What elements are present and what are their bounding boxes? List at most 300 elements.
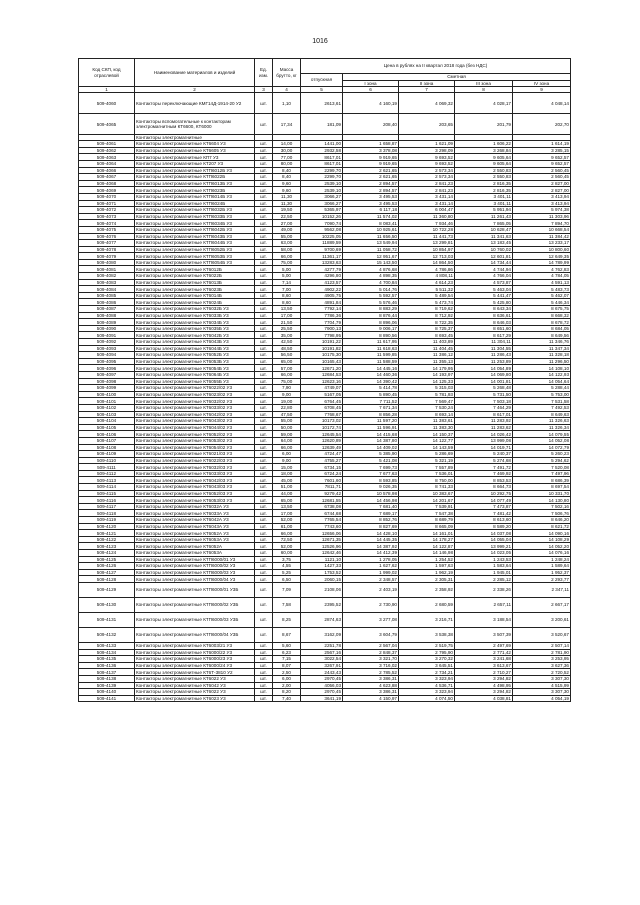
name-cell: Контакторы электромагнитные КТ207 У3 (135, 160, 255, 167)
name-cell: Контакторы электромагнитные КТП6034Б У3 (135, 220, 255, 227)
zone4-price-cell: 8 649,63 (513, 411, 571, 418)
header-zone3: III зона (455, 80, 513, 87)
table-row (79, 470, 571, 477)
zone4-price-cell: 202,70 (513, 114, 571, 135)
zone4-price-cell: 4 784,05 (513, 273, 571, 280)
zone4-price-cell: 3 307,30 (513, 675, 571, 682)
code-cell: 509-4087 (79, 306, 135, 313)
code-cell: 509-4082 (79, 273, 135, 280)
zone1-price-cell: 208,40 (343, 114, 399, 135)
zone4-price-cell: 7 502,16 (513, 503, 571, 510)
release-price-cell: 7768,67 (301, 411, 343, 418)
table-row (79, 358, 571, 365)
table-row (79, 299, 571, 306)
zone4-price-cell: 11 326,63 (513, 418, 571, 425)
name-cell: Контакторы электромагнитные КТ6022/02 У3 (135, 385, 255, 392)
zone1-price-cell: 4 150,97 (343, 695, 399, 702)
zone2-price-cell: 2 573,34 (399, 174, 455, 181)
mass-cell: 59,00 (273, 431, 301, 438)
zone2-price-cell: 14 864,50 (399, 259, 455, 266)
unit-cell: шт. (255, 339, 273, 346)
table-row (79, 656, 571, 663)
release-price-cell: 7743,60 (301, 523, 343, 530)
name-cell: Контакторы электромагнитные КТП6000/04 У3Б (135, 627, 255, 642)
zone2-price-cell: 14 179,95 (399, 365, 455, 372)
mass-cell: 65,00 (273, 497, 301, 504)
release-price-cell: 2567,16 (301, 649, 343, 656)
zone2-price-cell: 10 722,28 (399, 226, 455, 233)
zone1-price-cell: 3 386,31 (343, 689, 399, 696)
table-row (79, 569, 571, 576)
column-number: 9 (513, 87, 571, 93)
table-row (79, 187, 571, 194)
unit-cell: шт. (255, 503, 273, 510)
zone1-price-cell: 4 700,84 (343, 279, 399, 286)
unit-cell: шт. (255, 332, 273, 339)
zone1-price-cell: 2 894,57 (343, 180, 399, 187)
zone1-price-cell: 2 848,37 (343, 649, 399, 656)
unit-cell: шт. (255, 536, 273, 543)
zone2-price-cell: 8 719,62 (399, 306, 455, 313)
zone2-price-cell: 11 355,13 (399, 358, 455, 365)
release-price-cell: 13283,63 (301, 259, 343, 266)
zone2-price-cell: 3 270,32 (399, 656, 455, 663)
code-cell: 509-4085 (79, 292, 135, 299)
zone3-price-cell: 5 268,48 (455, 385, 513, 392)
zone4-price-cell: 5 483,73 (513, 286, 571, 293)
unit-cell: шт. (255, 411, 273, 418)
table-row (79, 332, 571, 339)
zone4-price-cell: 10 331,70 (513, 490, 571, 497)
release-price-cell: 7601,60 (301, 477, 343, 484)
code-cell: 509-4083 (79, 279, 135, 286)
unit-cell: шт. (255, 378, 273, 385)
table-row (79, 154, 571, 161)
release-price-cell: 2539,10 (301, 187, 343, 194)
zone2-price-cell: 3 645,51 (399, 662, 455, 669)
zone3-price-cell: 8 646,03 (455, 319, 513, 326)
code-cell: 509-4064 (79, 160, 135, 167)
unit-cell: шт. (255, 543, 273, 550)
release-price-cell: 6764,45 (301, 398, 343, 405)
release-price-cell: 11889,59 (301, 240, 343, 247)
name-cell: Контакторы электромагнитные КТП6043Б У3 (135, 233, 255, 240)
release-price-cell: 5167,05 (301, 391, 343, 398)
zone3-price-cell: 5 441,47 (455, 292, 513, 299)
mass-cell: 15,00 (273, 464, 301, 471)
zone3-price-cell: 14 069,80 (455, 371, 513, 378)
mass-cell: 19,50 (273, 207, 301, 214)
unit-cell: шт. (255, 550, 273, 557)
unit-cell: шт. (255, 682, 273, 689)
name-cell: Контакторы электромагнитные КТ6605 У3 (135, 147, 255, 154)
release-price-cell: 2970,45 (301, 689, 343, 696)
mass-cell: 9,60 (273, 187, 301, 194)
zone3-price-cell: 9 605,64 (455, 154, 513, 161)
mass-cell: 51,00 (273, 484, 301, 491)
zone3-price-cell: 7 464,29 (455, 404, 513, 411)
zone3-price-cell: 11 304,55 (455, 345, 513, 352)
zone3-price-cell: 11 286,43 (455, 352, 513, 359)
mass-cell: 48,50 (273, 345, 301, 352)
name-cell: Контакторы электромагнитные КТП6024Б (135, 200, 255, 207)
zone4-price-cell: 14 072,79 (513, 444, 571, 451)
zone3-price-cell: 201,79 (455, 114, 513, 135)
header-estimate: Сметная (343, 74, 571, 81)
name-cell: Контакторы электромагнитные КТ6043/03 У3 (135, 484, 255, 491)
unit-cell: шт. (255, 220, 273, 227)
zone3-price-cell: 1 606,22 (455, 141, 513, 148)
release-price-cell: 7765,54 (301, 517, 343, 524)
table-row (79, 497, 571, 504)
zone1-price-cell: 14 445,35 (343, 536, 399, 543)
header-zone1: I зона (343, 80, 399, 87)
zone1-price-cell: 4 898,35 (343, 273, 399, 280)
mass-cell: 18,00 (273, 470, 301, 477)
unit-cell: шт. (255, 656, 273, 663)
zone3-price-cell: 4 766,04 (455, 273, 513, 280)
zone2-price-cell: 1 254,52 (399, 556, 455, 563)
zone4-price-cell: 11 303,96 (513, 213, 571, 220)
release-price-cell: 2108,06 (301, 582, 343, 597)
release-price-cell: 3022,54 (301, 656, 343, 663)
table-row (79, 689, 571, 696)
zone3-price-cell: 5 951,94 (455, 207, 513, 214)
zone2-price-cell: 13 299,81 (399, 240, 455, 247)
zone3-price-cell: 1 945,01 (455, 569, 513, 576)
zone3-price-cell: 12 601,81 (455, 253, 513, 260)
zone3-price-cell: 2 285,12 (455, 576, 513, 583)
unit-cell: шт. (255, 93, 273, 114)
zone2-price-cell: 2 734,21 (399, 669, 455, 676)
zone3-price-cell: 14 019,71 (455, 444, 513, 451)
zone4-price-cell: 7 894,70 (513, 220, 571, 227)
name-cell: Контакторы электромагнитные КТП6023Б (135, 187, 255, 194)
release-price-cell: 2251,78 (301, 642, 343, 649)
mass-cell: 49,00 (273, 226, 301, 233)
zone2-price-cell: 8 689,79 (399, 517, 455, 524)
zone2-price-cell: 11 383,61 (399, 418, 455, 425)
unit-cell: шт. (255, 253, 273, 260)
zone2-price-cell: 203,65 (399, 114, 455, 135)
zone3-price-cell: 5 425,80 (455, 299, 513, 306)
unit-cell: шт. (255, 312, 273, 319)
name-cell: Контакторы электромагнитные КТП6000/01 У3Б (135, 582, 255, 597)
zone1-price-cell: 9 026,35 (343, 484, 399, 491)
mass-cell: 7,14 (273, 279, 301, 286)
name-cell: Контакторы электромагнитные КТ6052А У3 (135, 530, 255, 537)
name-cell: Контакторы электромагнитные КТП6000/01 У3 (135, 556, 255, 563)
code-cell: 509-4095 (79, 358, 135, 365)
unit-cell: шт. (255, 365, 273, 372)
mass-cell: 8,40 (273, 167, 301, 174)
zone1-price-cell: 2 621,65 (343, 174, 399, 181)
zone4-price-cell: 3 413,94 (513, 200, 571, 207)
name-cell: Контакторы электромагнитные КТ6032/02 У3 (135, 398, 255, 405)
zone3-price-cell: 8 651,60 (455, 325, 513, 332)
code-cell: 509-4132 (79, 627, 135, 642)
zone2-price-cell: 2 305,31 (399, 576, 455, 583)
name-cell: Контакторы электромагнитные КТП6000/02 У3 (135, 563, 255, 570)
zone1-price-cell: 5 421,08 (343, 457, 399, 464)
zone1-price-cell: 10 578,98 (343, 490, 399, 497)
table-row (79, 319, 571, 326)
zone3-price-cell: 8 613,60 (455, 517, 513, 524)
zone2-price-cell: 11 360,80 (399, 213, 455, 220)
unit-cell: шт. (255, 404, 273, 411)
unit-cell: шт. (255, 259, 273, 266)
unit-cell: шт. (255, 497, 273, 504)
code-cell: 509-4117 (79, 503, 135, 510)
zone4-price-cell: 14 076,16 (513, 550, 571, 557)
mass-cell: 19,00 (273, 398, 301, 405)
zone4-price-cell: 3 200,61 (513, 612, 571, 627)
column-number: 1 (79, 87, 135, 93)
unit-cell: шт. (255, 345, 273, 352)
name-cell: Контакторы электромагнитные КТ6000/24 У3 (135, 662, 255, 669)
table-row (79, 642, 571, 649)
unit-cell: шт. (255, 464, 273, 471)
zone3-price-cell: 3 401,11 (455, 193, 513, 200)
mass-cell: 13,50 (273, 503, 301, 510)
zone3-price-cell: 8 617,01 (455, 411, 513, 418)
zone3-price-cell: 8 589,20 (455, 523, 513, 530)
zone3-price-cell: 2 816,35 (455, 180, 513, 187)
zone1-price-cell: 7 689,17 (343, 510, 399, 517)
zone2-price-cell: 3 216,71 (399, 612, 455, 627)
zone1-price-cell: 8 890,56 (343, 332, 399, 339)
zone2-price-cell: 3 298,09 (399, 147, 455, 154)
zone2-price-cell: 5 473,74 (399, 299, 455, 306)
zone4-price-cell: 11 347,34 (513, 345, 571, 352)
unit-cell: шт. (255, 193, 273, 200)
name-cell: Контакторы переключающие КМГ14Д-1914-20 У2 (135, 93, 255, 114)
zone3-price-cell: 8 617,29 (455, 332, 513, 339)
table-row (79, 451, 571, 458)
column-number: 8 (455, 87, 513, 93)
code-cell: 509-4141 (79, 695, 135, 702)
zone3-price-cell: 14 077,49 (455, 497, 513, 504)
unit-cell: шт. (255, 484, 273, 491)
release-price-cell: 4749,07 (301, 385, 343, 392)
table-row (79, 597, 571, 612)
column-number: 4 (273, 87, 301, 93)
unit-cell: шт. (255, 649, 273, 656)
zone2-price-cell: 8 712,92 (399, 312, 455, 319)
zone4-price-cell: 8 684,05 (513, 325, 571, 332)
table-row (79, 523, 571, 530)
name-cell: Контакторы электромагнитные КТ6054/02 У3 (135, 444, 255, 451)
zone1-price-cell: 11 656,50 (343, 233, 399, 240)
zone1-price-cell: 14 387,92 (343, 543, 399, 550)
zone3-price-cell: 13 999,08 (455, 437, 513, 444)
table-row (79, 418, 571, 425)
zone2-price-cell: 4 074,50 (399, 695, 455, 702)
zone4-price-cell: 2 560,45 (513, 167, 571, 174)
name-cell: Контакторы электромагнитные КТП6052Б У3 (135, 246, 255, 253)
mass-cell: 7,00 (273, 286, 301, 293)
zone4-price-cell: 5 288,44 (513, 385, 571, 392)
name-cell: Контакторы электромагнитные КТ6054Б У3 (135, 365, 255, 372)
zone1-price-cell: 5 592,57 (343, 292, 399, 299)
zone3-price-cell: 7 865,05 (455, 220, 513, 227)
zone2-price-cell: 8 750,00 (399, 477, 455, 484)
name-cell: Контакторы электромагнитные КТ6052А (135, 543, 255, 550)
zone2-price-cell: 9 693,52 (399, 154, 455, 161)
zone3-price-cell: 3 268,84 (455, 147, 513, 154)
release-price-cell: 2539,10 (301, 180, 343, 187)
mass-cell: 8,67 (273, 627, 301, 642)
code-cell: 509-4072 (79, 207, 135, 214)
zone4-price-cell: 1 952,37 (513, 569, 571, 576)
name-cell: Контакторы электромагнитные КТ6042/03 У3 (135, 477, 255, 484)
zone3-price-cell: 4 028,17 (455, 93, 513, 114)
code-cell: 509-4130 (79, 597, 135, 612)
name-cell: Контакторы электромагнитные КТП6033Б У3 (135, 213, 255, 220)
release-price-cell: 12671,20 (301, 365, 343, 372)
zone3-price-cell: 2 816,35 (455, 187, 513, 194)
unit-cell: шт. (255, 523, 273, 530)
zone3-price-cell: 8 853,53 (455, 477, 513, 484)
code-cell: 509-4060 (79, 93, 135, 114)
name-cell: Контакторы электромагнитные КТ6003/21 У3 (135, 642, 255, 649)
zone4-price-cell: 3 627,36 (513, 662, 571, 669)
code-cell: 509-4070 (79, 193, 135, 200)
name-cell: Контакторы электромагнитные КТП6012Б У3 (135, 167, 255, 174)
mass-cell: 8,60 (273, 299, 301, 306)
mass-cell: 8,07 (273, 662, 301, 669)
zone2-price-cell: 12 713,03 (399, 253, 455, 260)
zone2-price-cell: 10 854,97 (399, 246, 455, 253)
zone2-price-cell: 2 358,92 (399, 582, 455, 597)
release-price-cell: 4724,47 (301, 451, 343, 458)
code-cell: 509-4136 (79, 662, 135, 669)
zone2-price-cell: 5 781,93 (399, 391, 455, 398)
zone4-price-cell: 7 506,76 (513, 510, 571, 517)
table-row (79, 193, 571, 200)
table-row (79, 220, 571, 227)
unit-cell: шт. (255, 391, 273, 398)
zone1-price-cell: 11 599,85 (343, 352, 399, 359)
table-row (79, 556, 571, 563)
mass-cell: 42,50 (273, 339, 301, 346)
mass-cell: 8,60 (273, 292, 301, 299)
zone4-price-cell: 14 108,29 (513, 536, 571, 543)
unit-cell: шт. (255, 431, 273, 438)
zone4-price-cell: 5 462,07 (513, 292, 571, 299)
zone2-price-cell: 5 511,32 (399, 286, 455, 293)
code-cell: 509-4134 (79, 649, 135, 656)
mass-cell: 55,00 (273, 418, 301, 425)
code-cell: 509-4063 (79, 154, 135, 161)
table-row (79, 279, 571, 286)
unit-cell: шт. (255, 576, 273, 583)
zone1-price-cell: 1 278,05 (343, 556, 399, 563)
zone1-price-cell: 14 412,39 (343, 550, 399, 557)
mass-cell: 61,00 (273, 523, 301, 530)
name-cell: Контакторы электромагнитные КТ6034Б У3 (135, 319, 255, 326)
unit-cell: шт. (255, 279, 273, 286)
mass-cell: 63,00 (273, 240, 301, 247)
release-price-cell: 12623,16 (301, 378, 343, 385)
code-cell: 509-4079 (79, 253, 135, 260)
unit-cell: шт. (255, 371, 273, 378)
zone4-price-cell: 8 621,72 (513, 523, 571, 530)
release-price-cell: 9279,42 (301, 490, 343, 497)
zone1-price-cell: 8 593,85 (343, 477, 399, 484)
code-cell: 509-4062 (79, 147, 135, 154)
code-cell: 509-4099 (79, 385, 135, 392)
table-row (79, 339, 571, 346)
code-cell: 509-4138 (79, 675, 135, 682)
zone2-price-cell: 5 315,03 (399, 385, 455, 392)
zone3-price-cell: 10 760,02 (455, 246, 513, 253)
table-body (79, 93, 571, 702)
zone1-price-cell: 2 730,90 (343, 597, 399, 612)
zone1-price-cell: 3 495,53 (343, 200, 399, 207)
zone4-price-cell: 4 048,14 (513, 93, 571, 114)
zone1-price-cell: 8 856,28 (343, 411, 399, 418)
code-cell: 509-4073 (79, 213, 135, 220)
zone4-price-cell: 14 079,55 (513, 431, 571, 438)
page-number: 1016 (312, 38, 328, 45)
zone3-price-cell: 7 481,42 (455, 510, 513, 517)
zone1-price-cell: 5 890,45 (343, 391, 399, 398)
zone4-price-cell: 3 285,15 (513, 147, 571, 154)
code-cell: 509-4106 (79, 431, 135, 438)
zone4-price-cell: 8 686,39 (513, 477, 571, 484)
zone3-price-cell: 13 999,21 (455, 543, 513, 550)
name-cell: Контакторы электромагнитные КТ6021/03 У3 (135, 451, 255, 458)
release-price-cell: 5365,97 (301, 207, 343, 214)
zone4-price-cell: 8 649,56 (513, 332, 571, 339)
release-price-cell: 3066,27 (301, 193, 343, 200)
code-cell: 509-4120 (79, 523, 135, 530)
mass-cell: 8,40 (273, 174, 301, 181)
release-price-cell: 1121,10 (301, 556, 343, 563)
table-row (79, 253, 571, 260)
release-price-cell: 6738,08 (301, 503, 343, 510)
zone4-price-cell: 8 678,72 (513, 319, 571, 326)
column-number: 2 (135, 87, 255, 93)
zone4-price-cell: 14 052,20 (513, 543, 571, 550)
code-cell: 509-4086 (79, 299, 135, 306)
mass-cell: 11,30 (273, 200, 301, 207)
zone2-price-cell: 8 741,33 (399, 484, 455, 491)
code-cell: 509-4126 (79, 563, 135, 570)
code-cell: 509-4091 (79, 332, 135, 339)
zone2-price-cell: 7 530,24 (399, 404, 455, 411)
name-cell: Контакторы электромагнитные КТП6000/03 У3 (135, 569, 255, 576)
release-price-cell: 3267,91 (301, 662, 343, 669)
zone3-price-cell: 7 503,18 (455, 398, 513, 405)
zone1-price-cell: 3 604,79 (343, 627, 399, 642)
name-cell: Контакторы электромагнитные КТ6053А У3 (135, 536, 255, 543)
zone1-price-cell: 2 348,57 (343, 576, 399, 583)
unit-cell: шт. (255, 510, 273, 517)
table-row (79, 233, 571, 240)
release-price-cell: 9562,08 (301, 226, 343, 233)
mass-cell: 8,25 (273, 612, 301, 627)
table-row (79, 306, 571, 313)
name-cell: Контакторы электромагнитные КТ6604 У3 (135, 141, 255, 148)
unit-cell: шт. (255, 292, 273, 299)
name-cell: Контакторы электромагнитные КТП6032Б У3 (135, 207, 255, 214)
zone1-price-cell: 1 658,87 (343, 141, 399, 148)
name-cell: Контакторы электромагнитные КТ6043/02 У3 (135, 418, 255, 425)
mass-cell: 9,60 (273, 180, 301, 187)
zone4-price-cell: 3 253,95 (513, 656, 571, 663)
